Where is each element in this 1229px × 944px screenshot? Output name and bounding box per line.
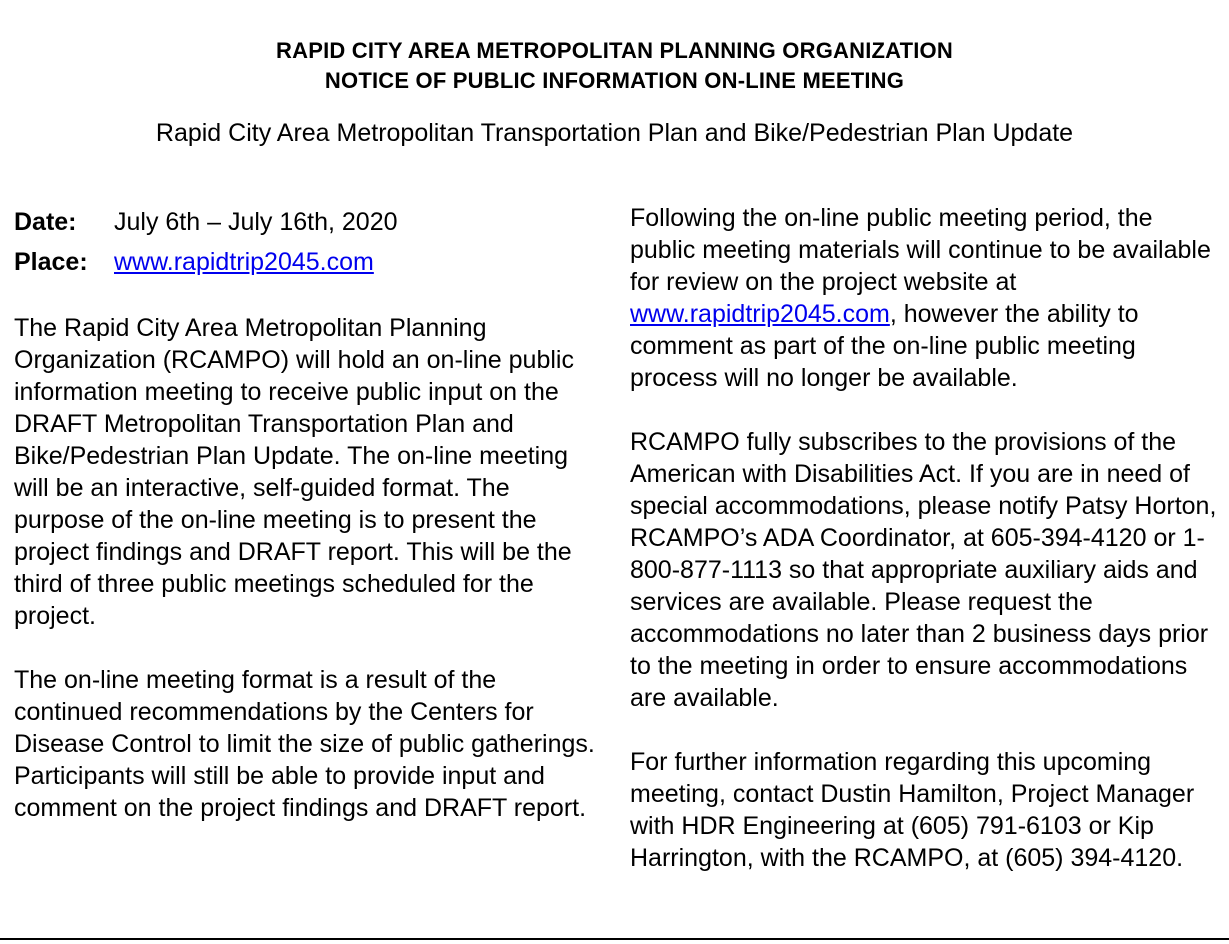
website-availability-paragraph	[630, 202, 1220, 394]
date-label: Date:	[14, 208, 77, 236]
ada-accommodations-paragraph: RCAMPO fully subscribes to the provisions of the American with Disabilities Act. If you are in need of special accommodations, please notify Patsy Horton, RCAMPO’s ADA Coordinator, at 605-394-4120 or 1-800-877-1113 so that appropriate auxiliary aids and services are available. Please request the accommodations no later than 2 business days prior to the meeting in order to ensure accommodations are available.	[630, 428, 1217, 712]
place-label: Place:	[14, 248, 88, 276]
website-text-before: Following the on-line public meeting period, the public meeting materials will continue to be available for review on the project website at	[630, 204, 1211, 296]
place-link[interactable]: www.rapidtrip2045.com	[114, 248, 374, 276]
organization-title: RAPID CITY AREA METROPOLITAN PLANNING ORGANIZATION	[276, 38, 953, 63]
left-column	[14, 202, 606, 824]
meeting-description-paragraph: The Rapid City Area Metropolitan Planning Organization (RCAMPO) will hold an on-line public information meeting to receive public input on the DRAFT Metropolitan Transportation Plan and Bike/Pedestrian Plan Update. The on-line meeting will be an interactive, self-guided format. The purpose of the on-line meeting is to present the project findings and DRAFT report. This will be the third of three public meetings scheduled for the project.	[14, 314, 574, 630]
right-column	[630, 202, 1220, 874]
meeting-format-paragraph: The on-line meeting format is a result of the continued recommendations by the Centers for Disease Control to limit the size of public gatherings. Participants will still be able to provide input and comment on the project findings and DRAFT report.	[14, 666, 595, 822]
plan-subtitle: Rapid City Area Metropolitan Transportation Plan and Bike/Pedestrian Plan Update	[155, 119, 1074, 147]
project-website-link[interactable]: www.rapidtrip2045.com	[630, 300, 890, 328]
date-row	[14, 202, 606, 242]
date-value: July 6th – July 16th, 2020	[114, 208, 398, 236]
place-row	[14, 242, 606, 282]
contact-information-paragraph: For further information regarding this upcoming meeting, contact Dustin Hamilton, Project Manager with HDR Engineering at (605) 791-6103 or Kip Harrington, with the RCAMPO, at (605) 394-4120.	[630, 748, 1195, 872]
notice-title: NOTICE OF PUBLIC INFORMATION ON-LINE MEETING	[324, 68, 905, 93]
website-text-after: , however the ability to comment as part of the on-line public meeting process will no longer be available.	[630, 300, 1139, 392]
page-bottom-rule	[0, 938, 1229, 940]
meeting-details	[14, 202, 606, 282]
document-header	[0, 36, 1229, 96]
